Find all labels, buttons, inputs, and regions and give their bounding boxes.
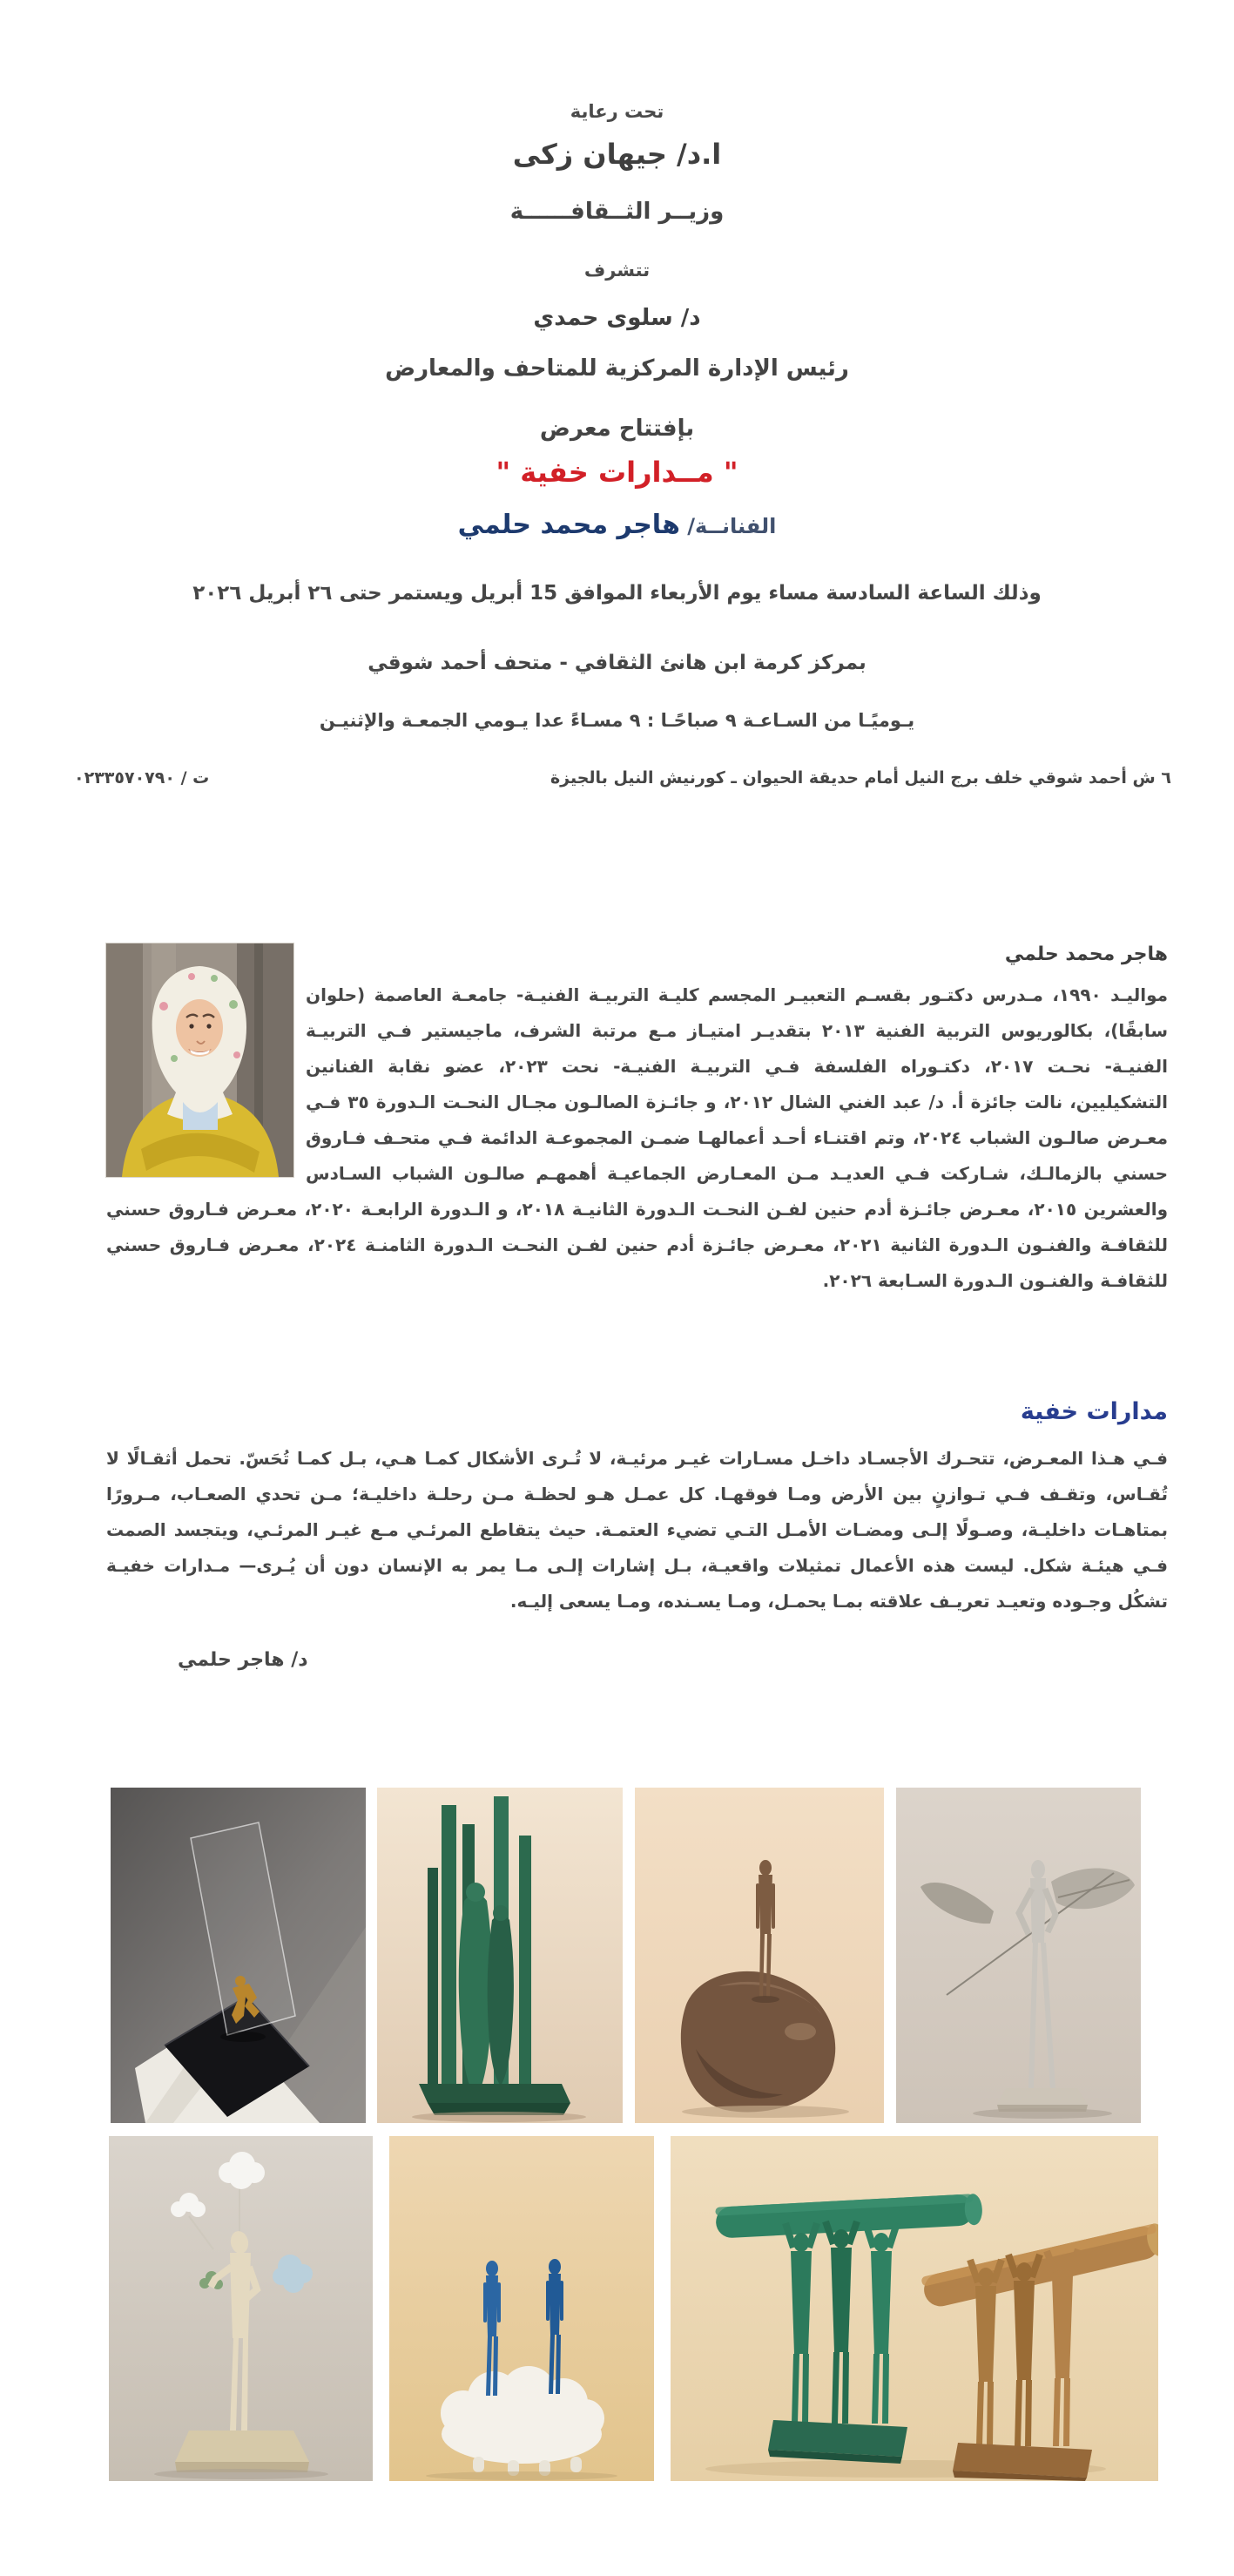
exhibition-title: " مــدارات خفية ": [496, 456, 738, 489]
statement-section: [106, 1398, 1168, 1671]
sculpture-photo-figure-on-rock: [635, 1788, 884, 2123]
sculpture-figure-with-feather-image: [896, 1788, 1141, 2123]
artist-portrait: [106, 943, 293, 1177]
sculpture-figure-on-rock-image: [635, 1788, 884, 2123]
patron-name: ا.د/ جيهان زكى: [512, 138, 722, 171]
datetime-line: وذلك الساعة السادسة مساء يوم الأربعاء الموافق 15 أبريل ويستمر حتى ٢٦ أبريل ٢٠٢٦: [192, 582, 1042, 605]
sculpture-green-columns-image: [377, 1788, 623, 2123]
address-row: [0, 768, 1234, 788]
sculpture-photo-green-columns: [377, 1788, 623, 2123]
host-name: د/ سلوى حمدي: [533, 305, 701, 331]
statement-heading: مدارات خفية: [1020, 1398, 1168, 1425]
sculpture-photo-gold-climber: [111, 1788, 366, 2123]
bio-heading: هاجر محمد حلمي: [1004, 943, 1168, 965]
statement-signature: د/ هاجر حلمي: [178, 1649, 308, 1671]
phone-line: ت / ٠٢٣٣٥٧٠٧٩٠: [74, 768, 210, 788]
bio-text: مواليـد ١٩٩٠، مـدرس دكتـور بقسـم التعبيـر المجسم كليـة التربيـة الفنيـة- جامعـة العاصمة (حلوان سابقًا)، بكالوريوس التربية الفنية ٢٠١٣ بتقديـر امتيـاز مـع مرتبة الشرف، ماجيستير فـي التربيـة الفنيـة- نحـت ٢٠١٧، دكتـوراه الفلسفة فـي التربيـة الفنيـة- نحت ٢٠٢٣، عضو نقابة الفنانين التشكيليين، نالت جائزة أ. د/ عبد الغني الشال ٢٠١٢، و جائـزة الصالـون مجـال النحـت الـدورة ٣٥ فـي معـرض صالـون الشباب ٢٠٢٤، وتم اقتنـاء أحـد أعمالهـا ضمـن المجموعـة الدائمة فـي متحـف فـاروق حسني بالزمالـك، شـاركت فـي العديـد مـن المعـارض الجماعيـة أهمهـم صالـون الشباب السـادس والعشرين ٢٠١٥، معـرض جائـزة أدم حنين لفـن النحـت الـدورة الثانيـة ٢٠١٨، و الـدورة الرابعـة ٢٠٢٠، معـرض فـاروق حسني للثقافـة والفنـون الـدورة الثانية ٢٠٢١، معـرض جائـزة أدم حنين لفـن النحـت الـدورة الثامنـة ٢٠٢٤، معـرض فـاروق حسني للثقافـة والفنـون الـدورة السـابعة ٢٠٢٦.: [106, 984, 1168, 1291]
sculpture-figure-with-clouds-image: [109, 2136, 373, 2481]
sculpture-gold-climber-image: [111, 1788, 366, 2123]
sculpture-blue-figures-on-cloud-image: [389, 2136, 654, 2481]
honored-label: تتشرف: [583, 260, 651, 281]
address-line: ٦ ش أحمد شوقي خلف برج النيل أمام حديقة الحيوان ـ كورنيش النيل بالجيزة: [550, 768, 1171, 788]
patronage-label: تحت رعاية: [570, 101, 664, 122]
artist-label: الفنانــة/: [679, 514, 777, 538]
sculpture-photo-groups-carrying-beams: [671, 2136, 1158, 2481]
sculpture-photo-figure-with-clouds: [109, 2136, 373, 2481]
artist-name: هاجر محمد حلمي: [457, 510, 680, 540]
artist-line: [0, 510, 1234, 540]
hours-line: يـوميًـا من السـاعـة ٩ صباحًـا : ٩ مسـاءً عدا يـومي الجمعـة والإثنيـن: [319, 710, 915, 731]
statement-text: فـي هـذا المعـرض، تتحـرك الأجسـاد داخـل مسـارات غيـر مرئيـة، لا تُـرى الأشكال كمـا هـي، بـل كمـا تُحَسّ. تحمل أثقـالًا لا تُقـاس، وتقـف فـي تـوازنٍ بين الأرض ومـا فوقهـا. كل عمـل هـو لحظـة مـن رحلـة داخليـة؛ مـن تحدي الصعـاب، مـرورًا بمتاهـات داخليـة، وصـولًا إلـى ومضـات الأمـل التـي تضيء العتمـة. حيث يتقاطع المرئـي مـع غيـر المرئـي، ويتجسد الصمت فـي هيئـة شكل. ليست هذه الأعمال تمثيلات واقعيـة، بـل إشارات إلـى مـا يمر به الإنسان دون أن يُـرى— مـدارات خفيـة تشكُل وجـوده وتعيـد تعريـف علاقته بمـا يحمـل، ومـا يسـنده، ومـا يسعى إليـه.: [106, 1448, 1168, 1612]
patron-title: وزيــر الثــقافــــــة: [509, 199, 725, 225]
opening-label: بإفتتاح معرض: [539, 416, 695, 442]
host-title: رئيس الإدارة المركزية للمتاحف والمعارض: [385, 355, 849, 382]
sculpture-photo-figure-with-feather: [896, 1788, 1141, 2123]
sculpture-photo-blue-figures-on-cloud: [389, 2136, 654, 2481]
venue-line: بمركز كرمة ابن هانئ الثقافي - متحف أحمد شوقي: [368, 652, 866, 674]
sculpture-groups-carrying-beams-image: [671, 2136, 1158, 2481]
bio-section: [106, 943, 1168, 1299]
artist-portrait-image: [106, 943, 293, 1177]
